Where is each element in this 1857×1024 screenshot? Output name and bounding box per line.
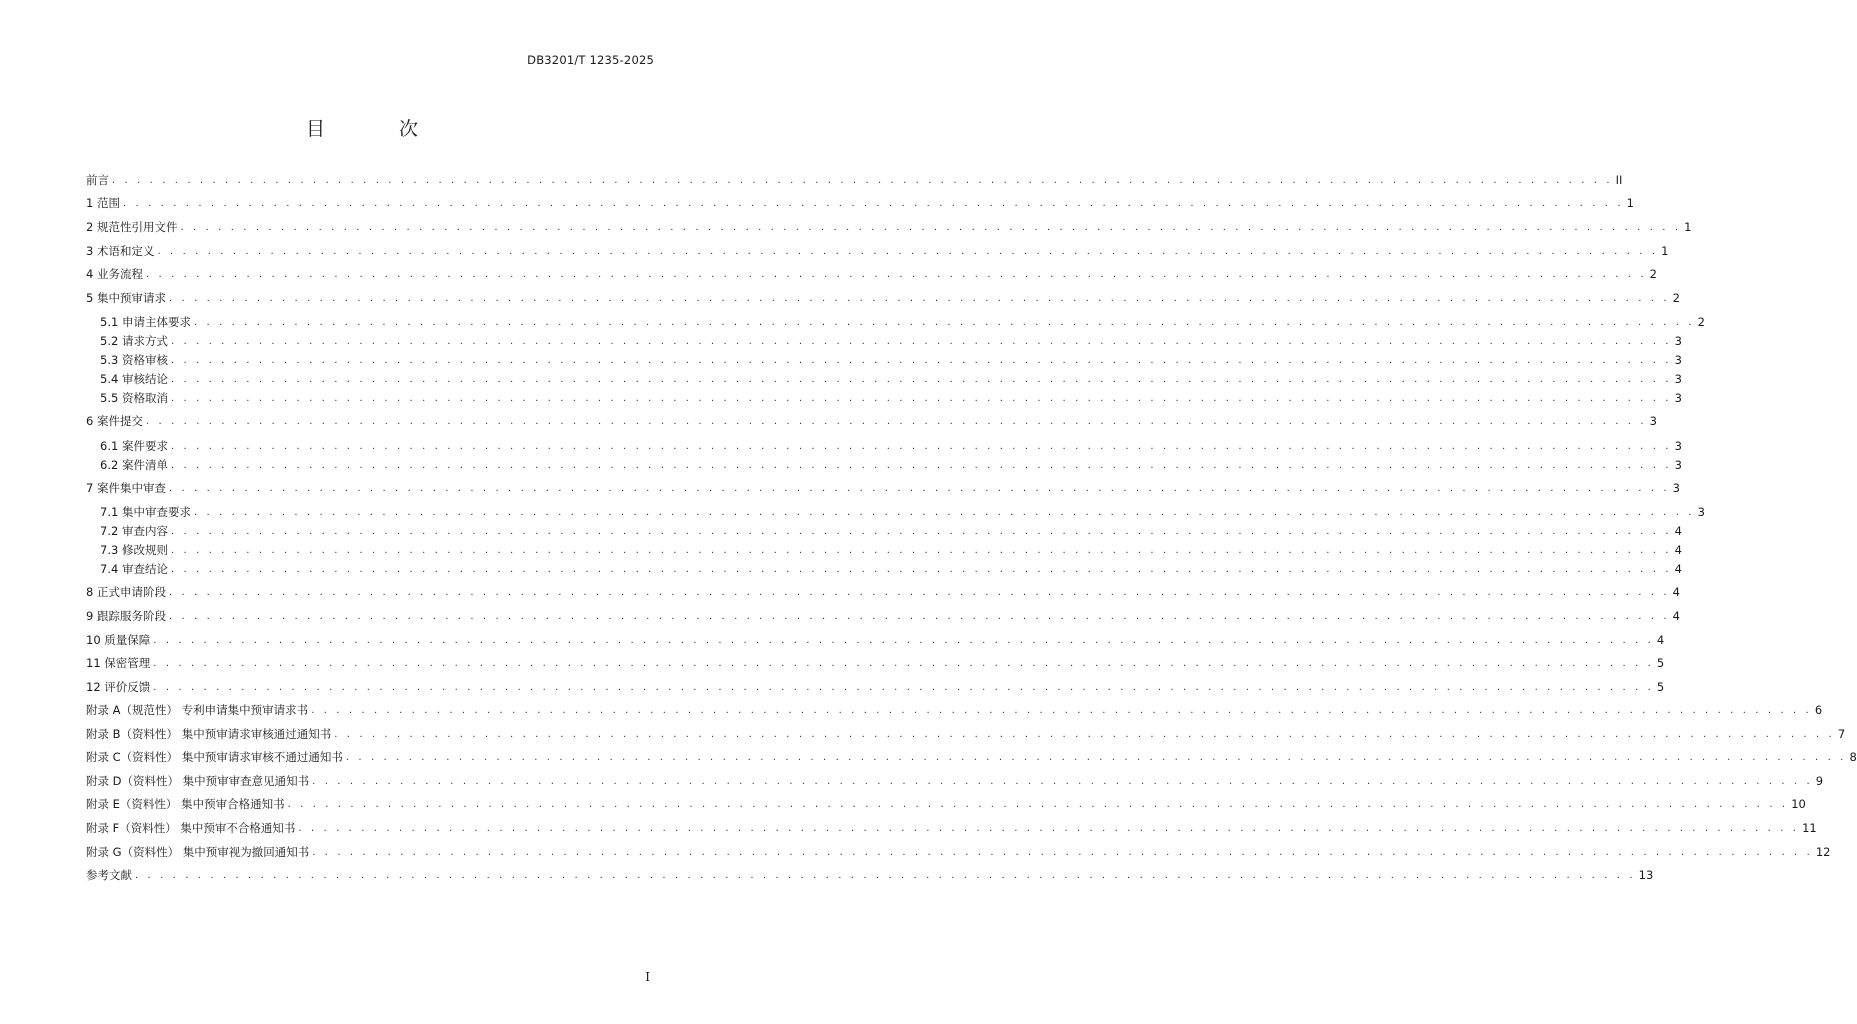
toc-leader-dots: . . . . . . . . . . . . . . . . . . . . . . . . . . . . . . . . . . . . . . . . . . . . . . . . . . . . . . . . . . . . . . . . . . . . . . . . . . . . . . . . . . . . . . . . . . . . . . . . . . . . . . . . . . . . . . . . . . . . . . . .	[168, 586, 1670, 598]
toc-entry[interactable]	[86, 653, 1665, 673]
toc-entry-label: 附录 A（规范性） 专利申请集中预审请求书	[86, 703, 309, 717]
toc-leader-dots: . . . . . . . . . . . . . . . . . . . . . . . . . . . . . . . . . . . . . . . . . . . . . . . . . . . . . . . . . . . . . . . . . . . . . . . . . . . . . . . . . . . . . . . . . . . . . . . . . . . . . . . . . . . . . . . . . . . . . . . .	[145, 268, 1647, 280]
toc-entry[interactable]	[86, 606, 1680, 626]
page-number: I	[645, 970, 650, 984]
toc-entry-page: 4	[1672, 609, 1680, 623]
toc-entry-label: 7 案件集中审查	[86, 481, 166, 495]
toc-entry-page: 3	[1674, 439, 1682, 453]
toc-entry[interactable]	[100, 331, 1682, 351]
toc-entry[interactable]	[86, 747, 1857, 767]
toc-leader-dots: . . . . . . . . . . . . . . . . . . . . . . . . . . . . . . . . . . . . . . . . . . . . . . . . . . . . . . . . . . . . . . . . . . . . . . . . . . . . . . . . . . . . . . . . . . . . . . . . . . . . . . . . . . . . . . . . . . . . . . . .	[135, 869, 1636, 881]
toc-leader-dots: . . . . . . . . . . . . . . . . . . . . . . . . . . . . . . . . . . . . . . . . . . . . . . . . . . . . . . . . . . . . . . . . . . . . . . . . . . . . . . . . . . . . . . . . . . . . . . . . . . . . . . . . . . . . . . . . . . . . . . . .	[153, 657, 1654, 669]
toc-entry-page: 9	[1815, 774, 1824, 788]
toc-entry-label: 2 规范性引用文件	[86, 220, 178, 234]
toc-entry[interactable]	[86, 193, 1634, 213]
toc-entry[interactable]	[86, 865, 1654, 885]
toc-entry-label: 附录 F（资料性） 集中预审不合格通知书	[86, 821, 296, 835]
toc-leader-dots: . . . . . . . . . . . . . . . . . . . . . . . . . . . . . . . . . . . . . . . . . . . . . . . . . . . . . . . . . . . . . . . . . . . . . . . . . . . . . . . . . . . . . . . . . . . . . . . . . . . . . . . . . . . . . . . . . . . . . . . .	[312, 775, 1813, 787]
toc-entry-page: 4	[1674, 524, 1682, 538]
toc-entry[interactable]	[100, 312, 1705, 332]
toc-entry[interactable]	[100, 502, 1705, 522]
toc-entry-page: 2	[1649, 267, 1657, 281]
toc-entry[interactable]	[86, 771, 1824, 791]
toc-leader-dots: . . . . . . . . . . . . . . . . . . . . . . . . . . . . . . . . . . . . . . . . . . . . . . . . . . . . . . . . . . . . . . . . . . . . . . . . . . . . . . . . . . . . . . . . . . . . . . . . . . . . . . . . . . . . . . . . . . . . . . . .	[122, 197, 1624, 209]
toc-leader-dots: . . . . . . . . . . . . . . . . . . . . . . . . . . . . . . . . . . . . . . . . . . . . . . . . . . . . . . . . . . . . . . . . . . . . . . . . . . . . . . . . . . . . . . . . . . . . . . . . . . . . . . . . . . . . . . . . . . . . . . . .	[112, 174, 1613, 186]
toc-entry-page: 12	[1815, 845, 1831, 859]
toc-entry-label: 5 集中预审请求	[86, 291, 166, 305]
toc-leader-dots: . . . . . . . . . . . . . . . . . . . . . . . . . . . . . . . . . . . . . . . . . . . . . . . . . . . . . . . . . . . . . . . . . . . . . . . . . . . . . . . . . . . . . . . . . . . . . . . . . . . . . . . . . . . . . . . . . . . . . . . .	[193, 506, 1695, 518]
toc-entry[interactable]	[86, 264, 1657, 284]
toc-entry[interactable]	[86, 411, 1657, 431]
toc-leader-dots: . . . . . . . . . . . . . . . . . . . . . . . . . . . . . . . . . . . . . . . . . . . . . . . . . . . . . . . . . . . . . . . . . . . . . . . . . . . . . . . . . . . . . . . . . . . . . . . . . . . . . . . . . . . . . . . . . . . . . . . .	[170, 525, 1672, 537]
toc-entry-page: 4	[1672, 585, 1680, 599]
toc-entry[interactable]	[86, 170, 1623, 190]
toc-entry[interactable]	[86, 630, 1665, 650]
toc-leader-dots: . . . . . . . . . . . . . . . . . . . . . . . . . . . . . . . . . . . . . . . . . . . . . . . . . . . . . . . . . . . . . . . . . . . . . . . . . . . . . . . . . . . . . . . . . . . . . . . . . . . . . . . . . . . . . . . . . . . . . . . .	[193, 316, 1695, 328]
toc-leader-dots: . . . . . . . . . . . . . . . . . . . . . . . . . . . . . . . . . . . . . . . . . . . . . . . . . . . . . . . . . . . . . . . . . . . . . . . . . . . . . . . . . . . . . . . . . . . . . . . . . . . . . . . . . . . . . . . . . . . . . . . .	[170, 544, 1672, 556]
toc-entry[interactable]	[100, 455, 1682, 475]
toc-entry-page: 3	[1674, 391, 1682, 405]
toc-entry-page: 10	[1791, 797, 1806, 811]
toc-entry[interactable]	[86, 842, 1831, 862]
toc-entry-label: 1 范围	[86, 196, 120, 210]
toc-leader-dots: . . . . . . . . . . . . . . . . . . . . . . . . . . . . . . . . . . . . . . . . . . . . . . . . . . . . . . . . . . . . . . . . . . . . . . . . . . . . . . . . . . . . . . . . . . . . . . . . . . . . . . . . . . . . . . . . . . . . . . . .	[170, 354, 1672, 366]
toc-entry[interactable]	[100, 369, 1682, 389]
toc-entry-page: 3	[1674, 334, 1682, 348]
toc-entry-page: 2	[1697, 315, 1705, 329]
toc-entry-label: 7.1 集中审查要求	[100, 505, 191, 519]
toc-leader-dots: . . . . . . . . . . . . . . . . . . . . . . . . . . . . . . . . . . . . . . . . . . . . . . . . . . . . . . . . . . . . . . . . . . . . . . . . . . . . . . . . . . . . . . . . . . . . . . . . . . . . . . . . . . . . . . . . . . . . . . . .	[170, 392, 1672, 404]
toc-entry-label: 附录 C（资料性） 集中预审请求审核不通过通知书	[86, 750, 343, 764]
toc-entry-label: 5.2 请求方式	[100, 334, 168, 348]
toc-entry[interactable]	[86, 818, 1817, 838]
toc-entry[interactable]	[86, 700, 1823, 720]
toc-entry[interactable]	[86, 794, 1806, 814]
toc-leader-dots: . . . . . . . . . . . . . . . . . . . . . . . . . . . . . . . . . . . . . . . . . . . . . . . . . . . . . . . . . . . . . . . . . . . . . . . . . . . . . . . . . . . . . . . . . . . . . . . . . . . . . . . . . . . . . . . . . . . . . . . .	[334, 728, 1835, 740]
toc-entry-label: 5.5 资格取消	[100, 391, 168, 405]
toc-entry-label: 10 质量保障	[86, 633, 151, 647]
toc-entry-page: 4	[1674, 543, 1682, 557]
toc-leader-dots: . . . . . . . . . . . . . . . . . . . . . . . . . . . . . . . . . . . . . . . . . . . . . . . . . . . . . . . . . . . . . . . . . . . . . . . . . . . . . . . . . . . . . . . . . . . . . . . . . . . . . . . . . . . . . . . . . . . . . . . .	[345, 751, 1847, 763]
toc-entry-page: 5	[1656, 656, 1665, 670]
toc-entry-label: 附录 G（资料性） 集中预审视为撤回通知书	[86, 845, 310, 859]
toc-entry[interactable]	[100, 350, 1682, 370]
toc-entry-label: 7.2 审查内容	[100, 524, 168, 538]
toc-entry[interactable]	[86, 478, 1680, 498]
toc-leader-dots: . . . . . . . . . . . . . . . . . . . . . . . . . . . . . . . . . . . . . . . . . . . . . . . . . . . . . . . . . . . . . . . . . . . . . . . . . . . . . . . . . . . . . . . . . . . . . . . . . . . . . . . . . . . . . . . . . . . . . . . .	[168, 482, 1670, 494]
toc-entry-page: 8	[1849, 750, 1857, 764]
toc-entry[interactable]	[100, 388, 1682, 408]
toc-entry-page: 1	[1684, 220, 1692, 234]
toc-entry[interactable]	[86, 677, 1665, 697]
toc-entry-page: 3	[1674, 372, 1682, 386]
toc-entry-label: 6.1 案件要求	[100, 439, 168, 453]
toc-entry-page: 3	[1672, 481, 1680, 495]
toc-leader-dots: . . . . . . . . . . . . . . . . . . . . . . . . . . . . . . . . . . . . . . . . . . . . . . . . . . . . . . . . . . . . . . . . . . . . . . . . . . . . . . . . . . . . . . . . . . . . . . . . . . . . . . . . . . . . . . . . . . . . . . . .	[170, 440, 1672, 452]
toc-entry-label: 3 术语和定义	[86, 244, 155, 258]
toc-leader-dots: . . . . . . . . . . . . . . . . . . . . . . . . . . . . . . . . . . . . . . . . . . . . . . . . . . . . . . . . . . . . . . . . . . . . . . . . . . . . . . . . . . . . . . . . . . . . . . . . . . . . . . . . . . . . . . . . . . . . . . . .	[312, 846, 1813, 858]
toc-entry-label: 5.3 资格审核	[100, 353, 168, 367]
toc-leader-dots: . . . . . . . . . . . . . . . . . . . . . . . . . . . . . . . . . . . . . . . . . . . . . . . . . . . . . . . . . . . . . . . . . . . . . . . . . . . . . . . . . . . . . . . . . . . . . . . . . . . . . . . . . . . . . . . . . . . . . . . .	[170, 459, 1672, 471]
toc-entry-page: 4	[1674, 562, 1682, 576]
toc-entry-page: II	[1615, 173, 1623, 187]
toc-entry-label: 附录 E（资料性） 集中预审合格通知书	[86, 797, 285, 811]
toc-leader-dots: . . . . . . . . . . . . . . . . . . . . . . . . . . . . . . . . . . . . . . . . . . . . . . . . . . . . . . . . . . . . . . . . . . . . . . . . . . . . . . . . . . . . . . . . . . . . . . . . . . . . . . . . . . . . . . . . . . . . . . . .	[145, 415, 1647, 427]
toc-entry-label: 7.3 修改规则	[100, 543, 168, 557]
toc-entry-label: 6 案件提交	[86, 414, 143, 428]
toc-entry-page: 6	[1814, 703, 1823, 717]
toc-leader-dots: . . . . . . . . . . . . . . . . . . . . . . . . . . . . . . . . . . . . . . . . . . . . . . . . . . . . . . . . . . . . . . . . . . . . . . . . . . . . . . . . . . . . . . . . . . . . . . . . . . . . . . . . . . . . . . . . . . . . . . . .	[170, 335, 1672, 347]
page-title: 目 次	[305, 118, 453, 140]
toc-entry[interactable]	[86, 241, 1669, 261]
toc-leader-dots: . . . . . . . . . . . . . . . . . . . . . . . . . . . . . . . . . . . . . . . . . . . . . . . . . . . . . . . . . . . . . . . . . . . . . . . . . . . . . . . . . . . . . . . . . . . . . . . . . . . . . . . . . . . . . . . . . . . . . . . .	[170, 563, 1672, 575]
toc-entry[interactable]	[86, 288, 1680, 308]
toc-entry-label: 6.2 案件清单	[100, 458, 168, 472]
toc-entry-label: 前言	[86, 173, 109, 187]
toc-entry-page: 11	[1802, 821, 1817, 835]
toc-entry-page: 3	[1697, 505, 1705, 519]
toc-entry-page: 13	[1638, 868, 1654, 882]
toc-entry-page: 7	[1837, 727, 1846, 741]
toc-entry-page: 3	[1674, 458, 1682, 472]
toc-entry-label: 7.4 审查结论	[100, 562, 168, 576]
document-code: DB3201/T 1235-2025	[527, 53, 654, 67]
toc-leader-dots: . . . . . . . . . . . . . . . . . . . . . . . . . . . . . . . . . . . . . . . . . . . . . . . . . . . . . . . . . . . . . . . . . . . . . . . . . . . . . . . . . . . . . . . . . . . . . . . . . . . . . . . . . . . . . . . . . . . . . . . .	[157, 245, 1659, 257]
toc-entry-label: 9 跟踪服务阶段	[86, 609, 166, 623]
toc-entry-label: 8 正式申请阶段	[86, 585, 166, 599]
toc-entry-label: 12 评价反馈	[86, 680, 151, 694]
toc-entry-label: 参考文献	[86, 868, 132, 882]
toc-entry-page: 2	[1672, 291, 1680, 305]
toc-leader-dots: . . . . . . . . . . . . . . . . . . . . . . . . . . . . . . . . . . . . . . . . . . . . . . . . . . . . . . . . . . . . . . . . . . . . . . . . . . . . . . . . . . . . . . . . . . . . . . . . . . . . . . . . . . . . . . . . . . . . . . . .	[153, 634, 1654, 646]
toc-entry-label: 5.1 申请主体要求	[100, 315, 191, 329]
toc-entry[interactable]	[100, 521, 1682, 541]
toc-leader-dots: . . . . . . . . . . . . . . . . . . . . . . . . . . . . . . . . . . . . . . . . . . . . . . . . . . . . . . . . . . . . . . . . . . . . . . . . . . . . . . . . . . . . . . . . . . . . . . . . . . . . . . . . . . . . . . . . . . . . . . . .	[153, 681, 1654, 693]
toc-leader-dots: . . . . . . . . . . . . . . . . . . . . . . . . . . . . . . . . . . . . . . . . . . . . . . . . . . . . . . . . . . . . . . . . . . . . . . . . . . . . . . . . . . . . . . . . . . . . . . . . . . . . . . . . . . . . . . . . . . . . . . . .	[168, 292, 1670, 304]
toc-leader-dots: . . . . . . . . . . . . . . . . . . . . . . . . . . . . . . . . . . . . . . . . . . . . . . . . . . . . . . . . . . . . . . . . . . . . . . . . . . . . . . . . . . . . . . . . . . . . . . . . . . . . . . . . . . . . . . . . . . . . . . . .	[287, 798, 1789, 810]
toc-entry-label: 4 业务流程	[86, 267, 143, 281]
toc-leader-dots: . . . . . . . . . . . . . . . . . . . . . . . . . . . . . . . . . . . . . . . . . . . . . . . . . . . . . . . . . . . . . . . . . . . . . . . . . . . . . . . . . . . . . . . . . . . . . . . . . . . . . . . . . . . . . . . . . . . . . . . .	[298, 822, 1800, 834]
toc-entry-page: 4	[1656, 633, 1665, 647]
toc-entry[interactable]	[86, 724, 1846, 744]
toc-leader-dots: . . . . . . . . . . . . . . . . . . . . . . . . . . . . . . . . . . . . . . . . . . . . . . . . . . . . . . . . . . . . . . . . . . . . . . . . . . . . . . . . . . . . . . . . . . . . . . . . . . . . . . . . . . . . . . . . . . . . . . . .	[168, 610, 1670, 622]
toc-leader-dots: . . . . . . . . . . . . . . . . . . . . . . . . . . . . . . . . . . . . . . . . . . . . . . . . . . . . . . . . . . . . . . . . . . . . . . . . . . . . . . . . . . . . . . . . . . . . . . . . . . . . . . . . . . . . . . . . . . . . . . . .	[180, 221, 1682, 233]
toc-entry-page: 1	[1626, 196, 1634, 210]
toc-entry-label: 附录 B（资料性） 集中预审请求审核通过通知书	[86, 727, 332, 741]
toc-entry-page: 1	[1661, 244, 1669, 258]
toc-entry-page: 5	[1656, 680, 1665, 694]
toc-entry[interactable]	[100, 436, 1682, 456]
toc-entry-page: 3	[1649, 414, 1657, 428]
toc-leader-dots: . . . . . . . . . . . . . . . . . . . . . . . . . . . . . . . . . . . . . . . . . . . . . . . . . . . . . . . . . . . . . . . . . . . . . . . . . . . . . . . . . . . . . . . . . . . . . . . . . . . . . . . . . . . . . . . . . . . . . . . .	[311, 704, 1812, 716]
toc-leader-dots: . . . . . . . . . . . . . . . . . . . . . . . . . . . . . . . . . . . . . . . . . . . . . . . . . . . . . . . . . . . . . . . . . . . . . . . . . . . . . . . . . . . . . . . . . . . . . . . . . . . . . . . . . . . . . . . . . . . . . . . .	[170, 373, 1672, 385]
toc-entry-label: 附录 D（资料性） 集中预审审查意见通知书	[86, 774, 310, 788]
toc-entry-page: 3	[1674, 353, 1682, 367]
toc-entry[interactable]	[86, 582, 1680, 602]
toc-entry-label: 5.4 审核结论	[100, 372, 168, 386]
toc-entry-label: 11 保密管理	[86, 656, 151, 670]
toc-entry[interactable]	[100, 540, 1682, 560]
toc-entry[interactable]	[86, 217, 1692, 237]
toc-entry[interactable]	[100, 559, 1682, 579]
